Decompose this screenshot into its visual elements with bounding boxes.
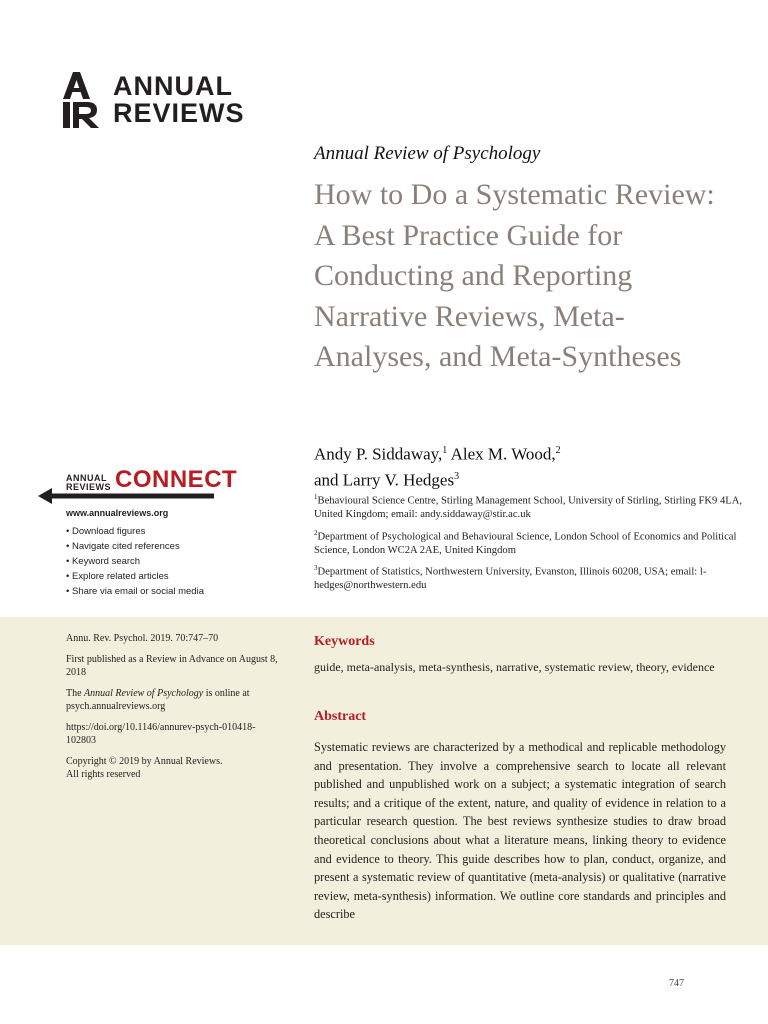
article-title: How to Do a Systematic Review: A Best Practice Guide for Conducting and Reporting Narrative Reviews, Meta-Analyses, and Meta-Syntheses (314, 178, 715, 373)
affiliation-sup: 1 (314, 493, 318, 501)
list-item: • Keyword search (66, 554, 218, 569)
logo-wordmark (113, 73, 245, 127)
list-item: • Explore related articles (66, 569, 218, 584)
author-sup: 3 (454, 470, 460, 482)
author-sup: 1 (442, 445, 448, 456)
list-item: • Navigate cited references (66, 539, 218, 554)
online-pre: The (66, 688, 85, 699)
connect-box[interactable] (38, 464, 238, 599)
list-item: • Download figures (66, 524, 218, 539)
affiliation-sup: 3 (314, 564, 318, 573)
online-journal: Annual Review of Psychology (84, 688, 204, 699)
author-hedges[interactable]: and Larry V. Hedges (314, 470, 455, 490)
online-note (66, 687, 281, 713)
logo-line-reviews: REVIEWS (113, 98, 245, 128)
affiliation-item (314, 562, 744, 593)
copyright (66, 755, 281, 781)
affiliation-item (314, 527, 744, 558)
affiliation-text: Department of Statistics, Northwestern University, Evanston, Illinois 60208, USA; email: l-hedges@northwestern.edu (314, 566, 707, 592)
copyright-line: Copyright © 2019 by Annual Reviews. (66, 756, 223, 767)
citation: Annu. Rev. Psychol. 2019. 70:747–70 (66, 633, 219, 644)
affiliations (314, 491, 744, 598)
connect-url-link[interactable]: www.annualreviews.org (66, 508, 169, 518)
doi-link[interactable]: https://doi.org/10.1146/annurev-psych-010418-102803 (66, 722, 256, 746)
abstract-heading: Abstract (314, 709, 367, 724)
abstract-text: Systematic reviews are characterized by a methodical and replicable methodology and presentation. They involve a comprehensive search to locate all relevant published and unpublished work on a subject; a systematic integration of search results; and a critique of the extent, nature, and quality of evidence in relation to a particular research question. The best reviews synthesize studies to draw broad theoretical conclusions about what a literature means, linking theory to evidence and evidence to theory. This guide describes how to plan, conduct, organize, and present a systematic review of quantitative (meta-analysis) or qualitative (narrative review, meta-synthesis) information. We outline core standards and principles and describe (314, 740, 726, 922)
connect-small-line: REVIEWS (66, 482, 112, 492)
annual-reviews-logo (63, 72, 245, 128)
ar-logo-mark-icon (63, 72, 105, 128)
online-post[interactable]: is online at psych.annualreviews.org (66, 688, 250, 712)
arrow-left-icon (38, 488, 214, 504)
logo-line-annual: ANNUAL (113, 71, 233, 101)
keywords-text: guide, meta-analysis, meta-synthesis, narrative, systematic review, theory, evidence (314, 660, 715, 674)
author-wood[interactable]: Alex M. Wood, (447, 444, 556, 464)
connect-small-line: ANNUAL (66, 473, 107, 483)
author-siddaway[interactable]: Andy P. Siddaway, (314, 444, 443, 464)
affiliation-text: Department of Psychological and Behavioural Science, London School of Economics and Political Science, London WC2A 2AE, United Kingdom (314, 531, 737, 556)
page-number: 747 (669, 978, 684, 989)
keywords-heading: Keywords (314, 634, 375, 649)
author-list (314, 440, 734, 491)
publication-meta (66, 632, 281, 789)
affiliation-item (314, 491, 744, 522)
rights-line: All rights reserved (66, 769, 141, 780)
journal-name: Annual Review of Psychology (314, 143, 541, 164)
connect-title: CONNECT (115, 466, 238, 493)
list-item: • Share via email or social media (66, 584, 218, 599)
author-sup: 2 (555, 445, 561, 456)
connect-feature-list (66, 524, 218, 599)
affiliation-text: Behavioural Science Centre, Stirling Management School, University of Stirling, Stirling FK9 4LA, United Kingdom; email: andy.siddaway@stir.ac.uk (314, 495, 743, 521)
affiliation-sup: 2 (314, 528, 318, 537)
first-published: First published as a Review in Advance on August 8, 2018 (66, 654, 278, 678)
